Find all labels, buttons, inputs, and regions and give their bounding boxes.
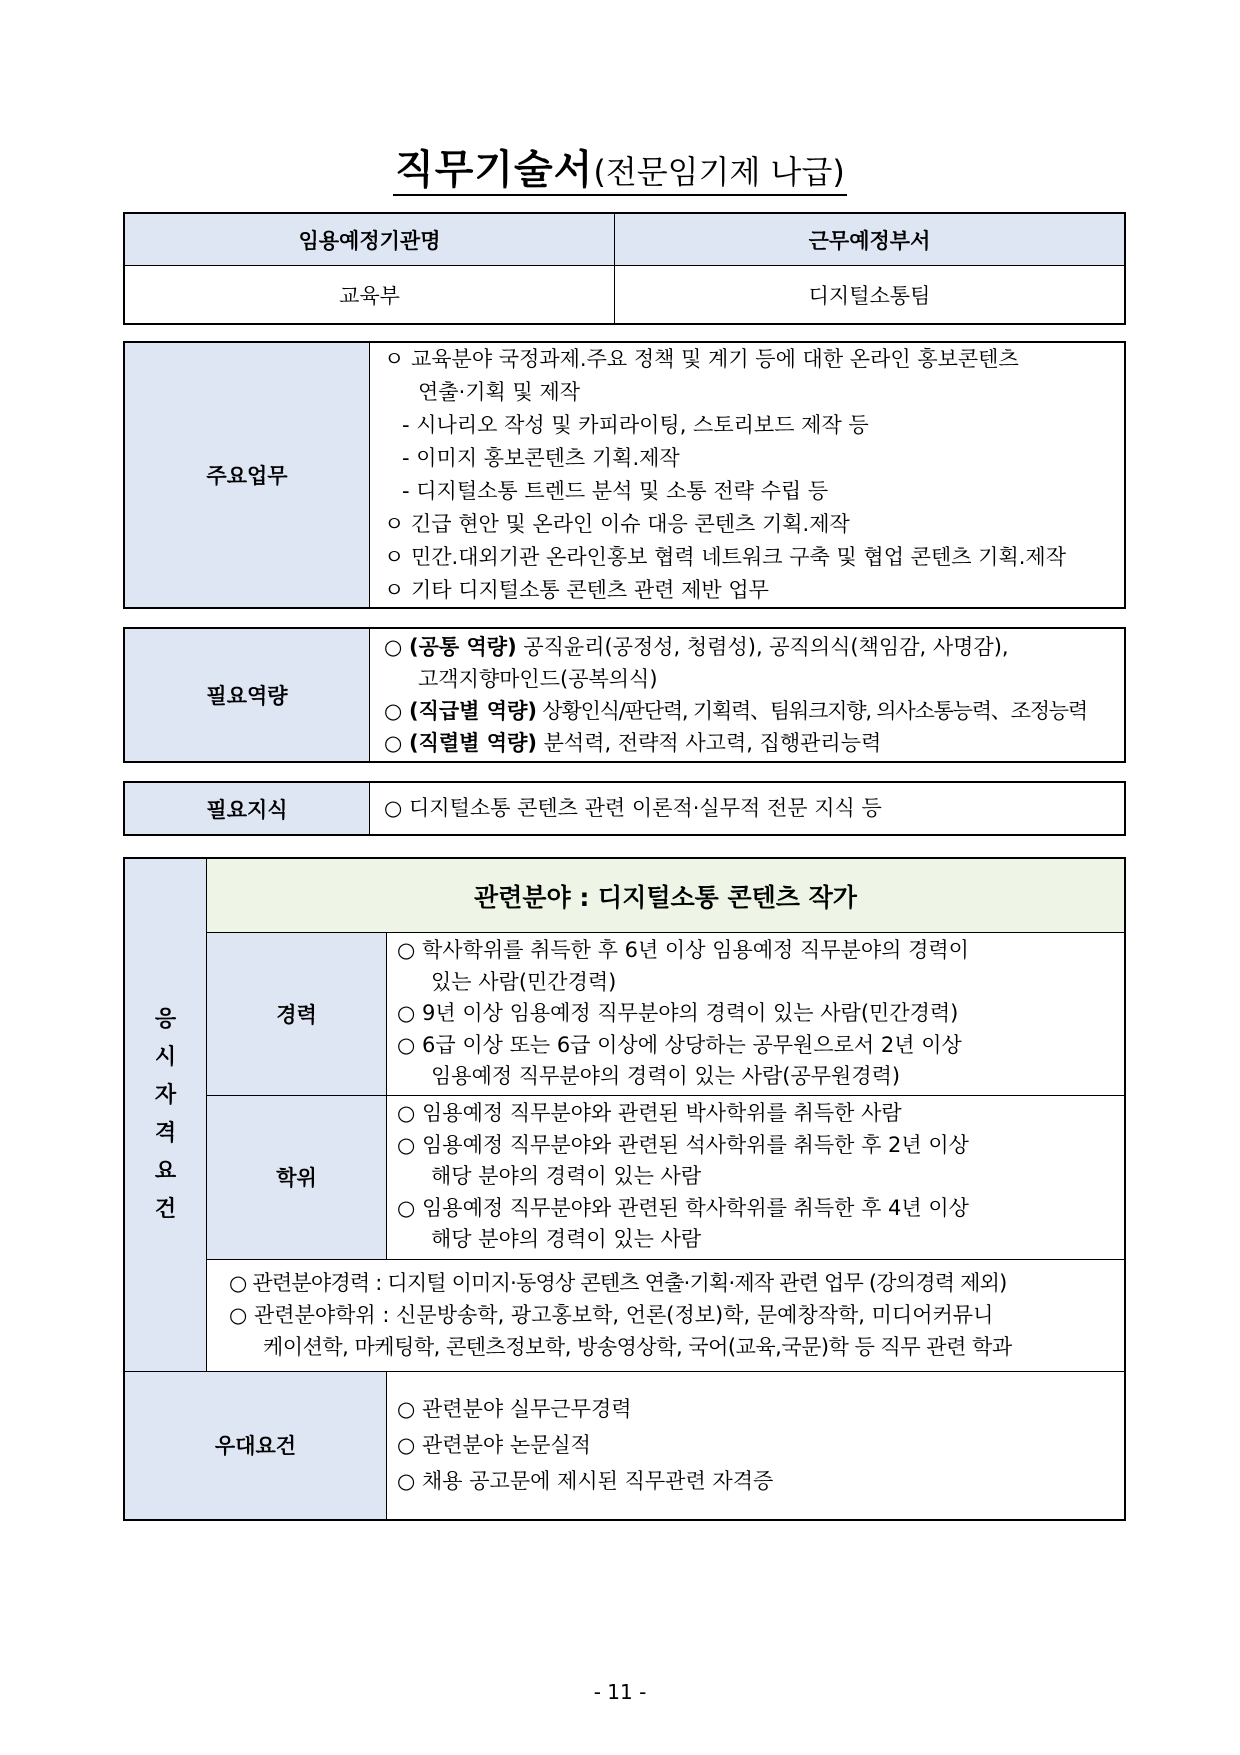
degree-content bbox=[387, 1095, 1125, 1259]
degree-line: 해당 분야의 경력이 있는 사람 bbox=[431, 1227, 702, 1252]
qual-char: 요 bbox=[154, 1158, 177, 1184]
competency-table bbox=[124, 628, 1125, 762]
duty-line: - 디지털소통 트렌드 분석 및 소통 전략 수립 등 bbox=[402, 479, 829, 503]
department-header: 근무예정부서 bbox=[615, 214, 1125, 266]
career-line: ○ 6급 이상 또는 6급 이상에 상당하는 공무원으로서 2년 이상 bbox=[397, 1032, 962, 1057]
career-line: ○ 학사학위를 취득한 후 6년 이상 임용예정 직무분야의 경력이 bbox=[397, 938, 969, 962]
qual-char: 자 bbox=[154, 1082, 177, 1108]
career-line: ○ 9년 이상 임용예정 직무분야의 경력이 있는 사람(민간경력) bbox=[397, 1001, 959, 1025]
career-content bbox=[387, 933, 1125, 1096]
degree-line: ○ 임용예정 직무분야와 관련된 석사학위를 취득한 후 2년 이상 bbox=[397, 1132, 969, 1157]
competency-grade-title: (직급별 역량) bbox=[409, 699, 537, 723]
department-value: 디지털소통팀 bbox=[615, 266, 1125, 324]
knowledge-label: 필요지식 bbox=[125, 783, 370, 835]
competency-common-text: 공직윤리(공정성, 청렴성), 공직의식(책임감, 사명감), bbox=[516, 635, 1009, 659]
title-sub: (전문임기제 나급) bbox=[593, 153, 845, 191]
competency-content bbox=[370, 629, 1125, 762]
competency-label: 필요역량 bbox=[125, 629, 370, 762]
bullet: ○ bbox=[384, 731, 403, 755]
title-main: 직무기술서 bbox=[395, 147, 594, 193]
qual-char: 건 bbox=[154, 1196, 177, 1222]
note-line: ○ 관련분야경력 : 디지털 이미지·동영상 콘텐츠 연출·기획·제작 관련 업무 (강의경력 제외) bbox=[229, 1271, 1007, 1295]
duties-label: 주요업무 bbox=[125, 343, 370, 608]
duties-content bbox=[370, 343, 1125, 608]
competency-item bbox=[384, 727, 1114, 759]
duties-table bbox=[124, 342, 1125, 608]
degree-line: 해당 분야의 경력이 있는 사람 bbox=[431, 1164, 702, 1189]
agency-table bbox=[124, 213, 1125, 324]
degree-label: 학위 bbox=[207, 1095, 387, 1259]
duty-line: ㅇ 기타 디지털소통 콘텐츠 관련 제반 업무 bbox=[384, 578, 769, 602]
competency-grade-text: 상황인식/판단력, 기획력、팀워크지향, 의사소통능력、조정능력 bbox=[536, 699, 1087, 723]
preference-label: 우대요건 bbox=[125, 1371, 387, 1519]
agency-value: 교육부 bbox=[125, 266, 615, 324]
qualification-label bbox=[125, 859, 207, 1372]
title-underline bbox=[393, 148, 847, 196]
duty-line: ㅇ 교육분야 국정과제.주요 정책 및 계기 등에 대한 온라인 홍보콘텐츠 bbox=[384, 347, 1019, 371]
agency-header: 임용예정기관명 bbox=[125, 214, 615, 266]
duty-line: - 시나리오 작성 및 카피라이팅, 스토리보드 제작 등 bbox=[402, 413, 869, 437]
career-line: 있는 사람(민간경력) bbox=[431, 969, 617, 994]
competency-series-title: (직렬별 역량) bbox=[409, 731, 537, 755]
career-line: 임용예정 직무분야의 경력이 있는 사람(공무원경력) bbox=[431, 1064, 901, 1088]
duty-line: 연출·기획 및 제작 bbox=[418, 380, 581, 404]
preference-content bbox=[387, 1371, 1125, 1519]
knowledge-text: ○ 디지털소통 콘텐츠 관련 이론적·실무적 전문 지식 등 bbox=[370, 783, 1125, 835]
competency-common-title: (공통 역량) bbox=[409, 635, 517, 659]
degree-line: ○ 임용예정 직무분야와 관련된 박사학위를 취득한 사람 bbox=[397, 1101, 902, 1126]
competency-series-text: 분석력, 전략적 사고력, 집행관리능력 bbox=[536, 731, 882, 755]
career-label: 경력 bbox=[207, 933, 387, 1096]
duty-line: ㅇ 긴급 현안 및 온라인 이슈 대응 콘텐츠 기획.제작 bbox=[384, 512, 850, 536]
note-line: 케이션학, 마케팅학, 콘텐츠정보학, 방송영상학, 국어(교육,국문)학 등 직무 관련 학과 bbox=[263, 1335, 1012, 1359]
duty-line: - 이미지 홍보콘텐츠 기획.제작 bbox=[402, 446, 680, 470]
note-line: ○ 관련분야학위 : 신문방송학, 광고홍보학, 언론(정보)학, 문예창작학, 미디어커뮤니 bbox=[229, 1303, 994, 1327]
qualification-table bbox=[124, 858, 1125, 1520]
competency-item bbox=[384, 695, 1114, 727]
page-number: - 11 - bbox=[593, 1680, 647, 1704]
competency-item bbox=[384, 631, 1114, 663]
qual-char: 격 bbox=[154, 1120, 177, 1146]
knowledge-table bbox=[124, 782, 1125, 835]
bullet: ○ bbox=[384, 635, 403, 659]
degree-line: ○ 임용예정 직무분야와 관련된 학사학위를 취득한 후 4년 이상 bbox=[397, 1195, 969, 1220]
preference-line: ○ 채용 공고문에 제시된 직무관련 자격증 bbox=[397, 1469, 774, 1493]
competency-item-cont: 고객지향마인드(공복의식) bbox=[418, 667, 658, 691]
related-field-title: 관련분야 : 디지털소통 콘텐츠 작가 bbox=[207, 859, 1125, 933]
page-title bbox=[0, 148, 1240, 196]
qualification-notes bbox=[207, 1259, 1125, 1371]
preference-line: ○ 관련분야 실무근무경력 bbox=[397, 1397, 632, 1421]
duty-line: ㅇ 민간.대외기관 온라인홍보 협력 네트워크 구축 및 협업 콘텐츠 기획.제작 bbox=[384, 545, 1067, 569]
qual-char: 시 bbox=[154, 1044, 177, 1070]
qual-char: 응 bbox=[154, 1006, 177, 1032]
bullet: ○ bbox=[384, 699, 403, 723]
preference-line: ○ 관련분야 논문실적 bbox=[397, 1433, 591, 1457]
